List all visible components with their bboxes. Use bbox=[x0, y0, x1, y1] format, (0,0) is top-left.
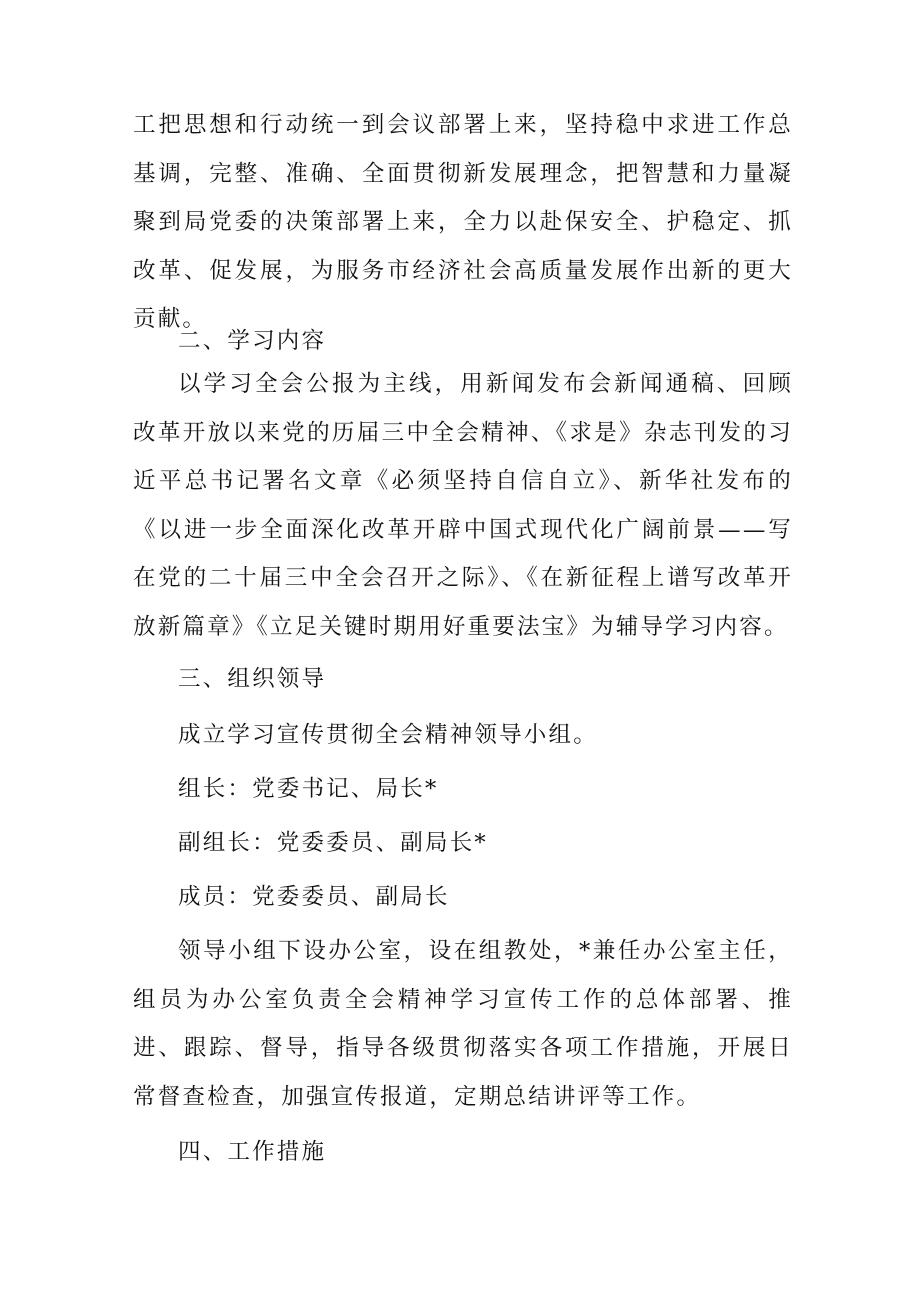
line-group-leader: 组长：党委书记、局长* bbox=[178, 776, 439, 802]
paragraph-intro-continued: 工把思想和行动统一到会议部署上来，坚持稳中求进工作总基调，完整、准确、全面贯彻新发展理念，把智慧和力量凝聚到局党委的决策部署上来，全力以赴保安全、护稳定、抓改革、促发展，为服务市经济社会高质量发展作出新的更大贡献。 bbox=[133, 112, 793, 332]
heading-work-measures: 四、工作措施 bbox=[178, 1139, 327, 1165]
line-members: 成员：党委委员、副局长 bbox=[178, 884, 450, 910]
line-deputy-leader: 副组长：党委委员、副局长* bbox=[178, 830, 488, 856]
paragraph-office: 领导小组下设办公室，设在组教处，*兼任办公室主任，组员为办公室负责全会精神学习宣传工作的总体部署、推进、跟踪、督导，指导各级贯彻落实各项工作措施，开展日常督查检查，加强宣传报道，定期总结讲评等工作。 bbox=[133, 938, 793, 1110]
heading-study-content: 二、学习内容 bbox=[178, 328, 327, 354]
paragraph-study-content: 以学习全会公报为主线，用新闻发布会新闻通稿、回顾改革开放以来党的历届三中全会精神、《求是》杂志刊发的习近平总书记署名文章《必须坚持自信自立》、新华社发布的《以进一步全面深化改革开辟中国式现代化广阔前景——写在党的二十届三中全会召开之际》、《在新征程上谱写改革开放新篇章》《立足关键时期用好重要法宝》为辅导学习内容。 bbox=[133, 371, 793, 640]
heading-organization-leadership: 三、组织领导 bbox=[178, 666, 327, 692]
line-leading-group: 成立学习宣传贯彻全会精神领导小组。 bbox=[178, 722, 598, 748]
